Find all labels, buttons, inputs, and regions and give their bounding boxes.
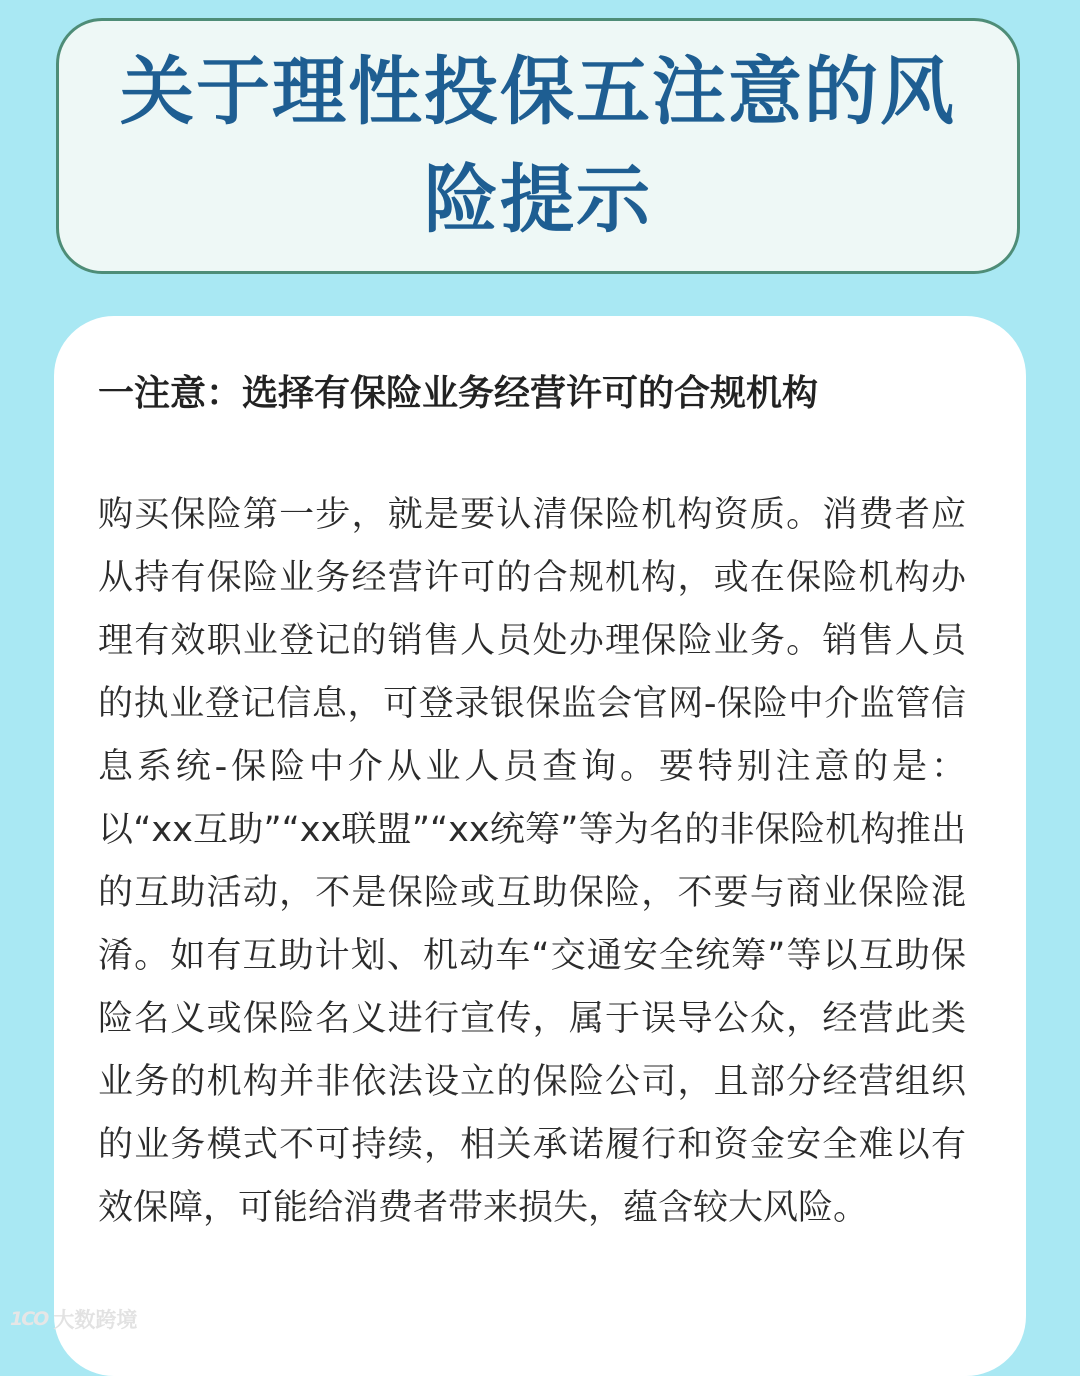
title-card — [56, 18, 1020, 274]
section-body: 购买保险第一步，就是要认清保险机构资质。消费者应从持有保险业务经营许可的合规机构，或在保险机构办理有效职业登记的销售人员处办理保险业务。销售人员的执业登记信息，可登录银保监会官网-保险中介监管信息系统-保险中介从业人员查询。要特别注意的是：以“xx互助”“xx联盟”“xx统筹”等为名的非保险机构推出的互助活动，不是保险或互助保险，不要与商业保险混淆。如有互助计划、机动车“交通安全统筹”等以互助保险名义或保险名义进行宣传，属于误导公众，经营此类业务的机构并非依法设立的保险公司，且部分经营组织的业务模式不可持续，相关承诺履行和资金安全难以有效保障，可能给消费者带来损失，蕴含较大风险。 — [98, 495, 966, 1228]
content-card — [54, 316, 1026, 1376]
watermark — [10, 1304, 137, 1334]
section-heading: 一注意：选择有保险业务经营许可的合规机构 — [98, 373, 819, 414]
page-title: 关于理性投保五注意的风险提示 — [120, 49, 956, 243]
watermark-text: 大数跨境 — [53, 1308, 138, 1332]
watermark-logo-icon: 1CO — [10, 1308, 48, 1330]
